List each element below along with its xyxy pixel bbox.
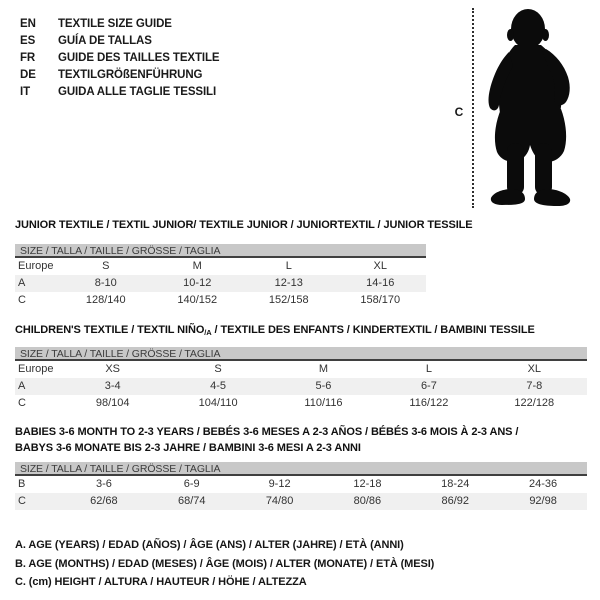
table-cell: 4-5 xyxy=(210,380,227,392)
baby-silhouette-image xyxy=(484,3,591,208)
babies-title-line1: BABIES 3-6 MONTH TO 2-3 YEARS / BEBÉS 3-6 MESES A 2-3 AÑOS / BÉBÉS 3-6 MOIS À 2-3 ANS / xyxy=(15,426,519,438)
table-cell: 14-16 xyxy=(366,277,395,289)
children-size-table xyxy=(15,347,587,412)
table-cell: 116/122 xyxy=(409,397,449,409)
size-column-header: S xyxy=(214,363,222,375)
table-cell: 128/140 xyxy=(85,294,126,306)
table-cell: 6-9 xyxy=(183,478,200,490)
size-column-header: M xyxy=(192,260,202,272)
language-row-it xyxy=(20,84,220,101)
language-label: GUIDE DES TAILLES TEXTILE xyxy=(58,52,220,64)
table-cell: 74/80 xyxy=(265,495,294,507)
size-column-header: L xyxy=(425,363,432,375)
size-column-header: M xyxy=(318,363,329,375)
table-cell: 158/170 xyxy=(360,294,401,306)
table-cell: 3-6 xyxy=(95,478,112,490)
table-cell: 80/86 xyxy=(353,495,382,507)
table-cell: 7-8 xyxy=(526,380,543,392)
table-cell: 5-6 xyxy=(315,380,332,392)
language-label: TEXTILE SIZE GUIDE xyxy=(58,18,172,30)
row-label: B xyxy=(18,478,26,490)
table-cell: 3-4 xyxy=(104,380,121,392)
junior-size-table xyxy=(15,244,426,309)
row-label: A xyxy=(18,277,26,289)
legend-line-b: B. AGE (MONTHS) / EDAD (MESES) / ÂGE (MOIS) / ALTER (MONATE) / ETÀ (MESI) xyxy=(15,557,435,570)
table-cell: 110/116 xyxy=(304,397,343,409)
language-list xyxy=(20,16,220,101)
language-row-fr xyxy=(20,50,220,67)
children-title-subscript: /A xyxy=(204,328,212,337)
measurement-legend xyxy=(15,536,434,592)
table-cell: 122/128 xyxy=(514,397,555,409)
size-column-header: XL xyxy=(527,363,542,375)
size-header-bar: SIZE / TALLA / TAILLE / GRÖSSE / TAGLIA xyxy=(15,347,587,361)
region-header: Europe xyxy=(18,260,54,272)
row-label: C xyxy=(18,294,26,306)
table-cell: 98/104 xyxy=(95,397,130,409)
size-column-header: XS xyxy=(105,363,121,375)
language-label: GUIDA ALLE TAGLIE TESSILI xyxy=(58,86,217,98)
junior-table-title: JUNIOR TEXTILE / TEXTIL JUNIOR/ TEXTILE JUNIOR / JUNIORTEXTIL / JUNIOR TESSILE xyxy=(15,219,473,231)
region-header: Europe xyxy=(18,363,54,375)
table-row xyxy=(15,493,587,510)
row-label: C xyxy=(18,397,26,409)
language-row-en xyxy=(20,16,220,33)
row-label: A xyxy=(18,380,26,392)
table-cell: 152/158 xyxy=(268,294,309,306)
table-row xyxy=(15,275,426,292)
language-code: IT xyxy=(20,86,31,98)
children-title-text: / TEXTILE DES ENFANTS / KINDERTEXTIL / BAMBINI TESSILE xyxy=(211,324,535,336)
table-cell: 104/110 xyxy=(198,397,238,409)
table-cell: 8-10 xyxy=(94,277,117,289)
size-column-header: S xyxy=(102,260,110,272)
language-label: TEXTILGRÖßENFÜHRUNG xyxy=(58,69,203,81)
table-row xyxy=(15,292,426,309)
language-code: DE xyxy=(20,69,36,81)
table-cell: 92/98 xyxy=(529,495,557,507)
children-title-text: CHILDREN'S TEXTILE / TEXTIL NIÑO xyxy=(15,324,205,336)
size-column-header: XL xyxy=(373,260,387,272)
language-row-es xyxy=(20,33,220,50)
babies-size-table xyxy=(15,462,587,510)
table-cell: 12-13 xyxy=(274,277,303,289)
babies-title-line2: BABYS 3-6 MONATE BIS 2-3 JAHRE / BAMBINI 3-6 MESI A 2-3 ANNI xyxy=(15,442,361,454)
legend-line-c: C. (cm) HEIGHT / ALTURA / HAUTEUR / HÖHE / ALTEZZA xyxy=(15,576,307,588)
language-row-de xyxy=(20,67,220,84)
language-code: FR xyxy=(20,52,36,64)
language-label: GUÍA DE TALLAS xyxy=(58,35,152,47)
table-cell: 12-18 xyxy=(353,478,382,490)
table-cell: 86/92 xyxy=(441,495,469,507)
language-code: ES xyxy=(20,35,36,47)
size-column-header: L xyxy=(285,260,292,272)
babies-table-title xyxy=(15,424,518,456)
children-table-title xyxy=(15,322,535,341)
table-cell: 18-24 xyxy=(441,478,470,490)
height-dotted-line xyxy=(472,8,474,208)
size-header-bar: SIZE / TALLA / TAILLE / GRÖSSE / TAGLIA xyxy=(15,462,587,476)
table-cell: 68/74 xyxy=(177,495,206,507)
table-header-row xyxy=(15,258,426,275)
table-row xyxy=(15,378,587,395)
table-cell: 24-36 xyxy=(529,478,558,490)
language-code: EN xyxy=(20,18,36,30)
table-cell: 6-7 xyxy=(420,380,437,392)
table-cell: 9-12 xyxy=(268,478,291,490)
table-header-row xyxy=(15,361,587,378)
table-cell: 140/152 xyxy=(177,294,218,306)
size-header-bar: SIZE / TALLA / TAILLE / GRÖSSE / TAGLIA xyxy=(15,244,426,258)
table-row xyxy=(15,395,587,412)
legend-line-a: A. AGE (YEARS) / EDAD (AÑOS) / ÂGE (ANS) / ALTER (JAHRE) / ETÀ (ANNI) xyxy=(15,539,404,551)
height-marker-label: C xyxy=(454,105,464,119)
row-label: C xyxy=(18,495,26,507)
table-cell: 62/68 xyxy=(90,495,118,507)
table-row xyxy=(15,476,587,493)
table-cell: 10-12 xyxy=(183,277,212,289)
